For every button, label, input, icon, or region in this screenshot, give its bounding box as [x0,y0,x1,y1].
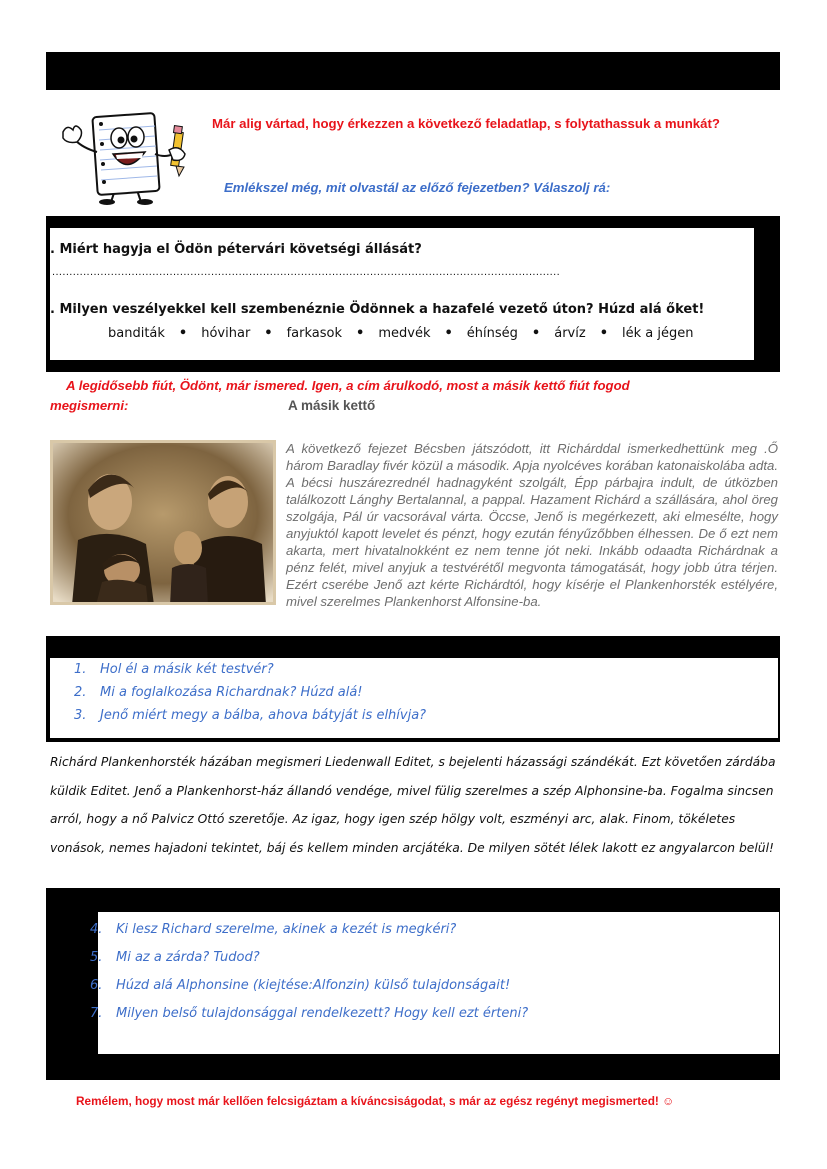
word-farkasok[interactable]: farkasok [286,326,343,341]
question-item [74,662,774,685]
smiley-icon: ☺ [662,1094,675,1108]
story-text-wrap [50,440,778,610]
question-number: 2. [74,685,87,700]
question-number: 1. [74,662,87,677]
image-float-spacer [50,440,286,606]
chapter-title: A másik kettő [288,398,376,413]
question-item [74,685,774,708]
recall-question-1: . Miért hagyja el Ödön pétervári követségi állását? [50,242,422,257]
closing-text [76,1094,674,1108]
recall-question-2: . Milyen veszélyekkel kell szembenéznie Ödönnek a hazafelé vezető úton? Húzd alá őket! [50,302,705,317]
danger-word-list [108,326,693,341]
word-ehinseg[interactable]: éhínség [466,326,518,341]
question-text: Milyen belső tulajdonsággal rendelkezett? Hogy kell ezt érteni? [116,1006,529,1021]
intro-headline: Már alig vártad, hogy érkezzen a következő feladatlap, s folytathassuk a munkát? [212,116,720,131]
word-hovihar[interactable]: hóvihar [201,326,251,341]
story-paragraph: A következő fejezet Bécsben játszódott, itt Richárddal ismerkedhettünk meg .Ő három Baradlay fivér közül a második. Apja nyolcéves korában katonaiskolába adta. A bécsi huszárezrednél hadnagyként szolgált, Épp párbajra indult, de útközben találkozott Lánghy Bertalannal, a pappal. Hazament Richárd a szállására, ahol öreg szolgája, Pál úr vacsorával várta. Öccse, Jenő is megérkezett, aki elmesélte, hogy anyjuktól kapott levelet és pénzt, hogy ezután fényűzőbben élhessen. De ő ezt nem akarta, mert hivatalnokként ez nem tenne jót neki. Inkább odaadta Richárdnak a pénz felét, mivel anyjuk a testvérétől megvonta támogatását, hogy jobb útra térjen. Ezért cserébe Jenő azt kérte Richárdtól, hogy kísérje el Plankenhorsték estélyére, mivel szerelmes Plankenhorst Alfonsine-ba. [286,441,778,609]
bullet: • [264,326,273,341]
question-number: 3. [74,708,87,723]
question-item [90,922,770,950]
section-lead-line-2: megismerni: [50,398,129,413]
question-number: 5. [90,950,103,965]
bullet: • [356,326,365,341]
question-number: 7. [90,1006,103,1021]
question-item [90,978,770,1006]
question-number: 4. [90,922,103,937]
bullet: • [178,326,188,341]
bullet: • [444,326,453,341]
question-text: Jenő miért megy a bálba, ahova bátyját is elhívja? [100,708,427,723]
question-text: Ki lesz Richard szerelme, akinek a kezét is megkéri? [116,922,457,937]
closing-sentence: Remélem, hogy most már kellően felcsigáztam a kíváncsiságodat, s már az egész regényt megismerted! [76,1094,659,1108]
passage-2-text: Richárd Plankenhorsték házában megismeri Liedenwall Editet, s bejelenti házassági szándékát. Ezt követően zárdába küldik Editet. Jenő a Plankenhorst-ház állandó vendége, mivel fülig szerelmes a szép Alphonsine-ba. Fogalma sincsen arról, hogy a nő Palvicz Ottó szeretője. Az igaz, hogy igen szép hölgy volt, eszményi arc, alak. Finom, tökéletes vonások, nemes hajadoni tekintet, báj és kellem minden arcjátéka. De milyen sötét lélek lakott ez angyalarcon belül! [50,755,776,855]
question-text: Mi a foglalkozása Richardnak? Húzd alá! [100,685,363,700]
word-lek-a-jegen[interactable]: lék a jégen [622,326,694,341]
intro-subline: Emlékszel még, mit olvastál az előző fejezetben? Válaszolj rá: [224,180,611,195]
bullet: • [599,326,608,341]
notebook-mascot-icon [55,110,200,205]
bullet: • [531,326,541,341]
answer-line[interactable]: ................................................................................................................................................... [52,266,561,278]
question-number: 6. [90,978,103,993]
question-item [74,708,774,731]
question-text: Húzd alá Alphonsine (kiejtése:Alfonzin) külső tulajdonságait! [116,978,511,993]
question-text: Hol él a másik két testvér? [100,662,274,677]
question-item [90,1006,770,1034]
question-item [90,950,770,978]
question-list-1 [74,662,774,731]
word-arviz[interactable]: árvíz [554,326,586,341]
question-text: Mi az a zárda? Tudod? [116,950,260,965]
section-lead-line-1: A legidősebb fiút, Ödönt, már ismered. Igen, a cím árulkodó, most a másik kettő fiút fogod [66,378,630,393]
question-list-2 [90,922,770,1034]
word-medvek[interactable]: medvék [378,326,431,341]
word-banditak[interactable]: banditák [108,326,165,341]
